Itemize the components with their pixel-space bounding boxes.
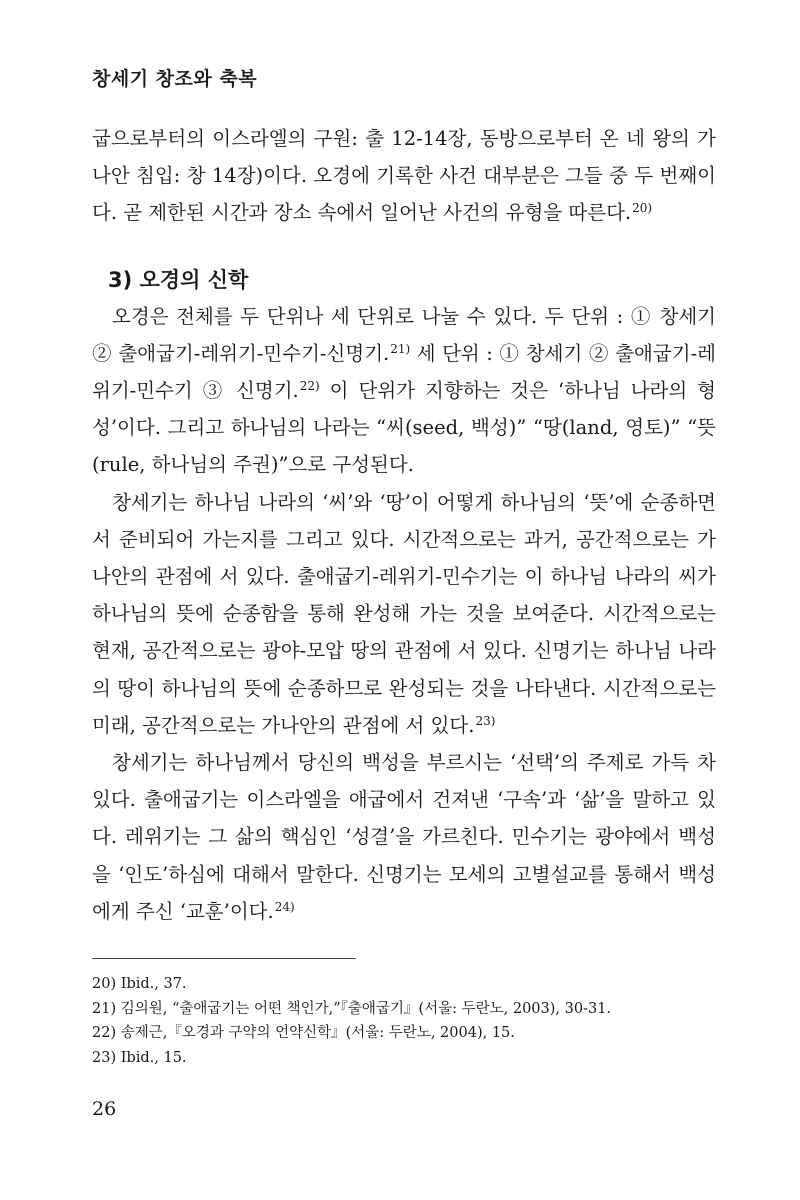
paragraph-text: 오경은 전체를 두 단위나 세 단위로 나눌 수 있다. 두 단위 : ① 창세기 ② 출애굽기-레위기-민수기-신명기. <box>92 304 716 365</box>
paragraph-themes <box>92 744 716 930</box>
footnote-ref: 22) <box>299 379 320 394</box>
footnote: 22) 송제근,『오경과 구약의 언약신학』(서울: 두란노, 2004), 15. <box>92 1025 515 1041</box>
paragraph-kingdom <box>92 484 716 744</box>
footnotes <box>92 972 716 1070</box>
paragraph-text: 세 단위 : ① 창세기 ② 출애굽기-레위기-민수기 ③ 신명기. <box>92 341 716 403</box>
footnote-divider <box>92 958 356 959</box>
paragraph-continued <box>92 120 716 232</box>
footnote-ref: 20) <box>632 201 653 216</box>
body-text <box>92 120 716 930</box>
footnote: 20) Ibid., 37. <box>92 976 187 992</box>
running-header: 창세기 창조와 축복 <box>92 68 258 90</box>
paragraph-pentateuch-units <box>92 298 716 484</box>
footnote-ref: 23) <box>475 713 496 728</box>
footnote: 23) Ibid., 15. <box>92 1049 187 1066</box>
footnote-ref: 21) <box>390 341 411 356</box>
footnote-ref: 24) <box>274 899 295 914</box>
page-number: 26 <box>92 1098 117 1120</box>
section-heading: 3) 오경의 신학 <box>108 267 249 292</box>
paragraph-text: 이 단위가 지향하는 것은 ‘하나님 나라의 형성’이다. 그리고 하나님의 나라는 “씨(seed, 백성)” “땅(land, 영토)” “뜻(rule, 하나님의 주권)”으로 구성된다. <box>92 379 716 477</box>
paragraph-text: 굽으로부터의 이스라엘의 구원: 출 12-14장, 동방으로부터 온 네 왕의 가나안 침입: 창 14장)이다. 오경에 기록한 사건 대부분은 그들 중 두 번째이다. 곧 제한된 시간과 장소 속에서 일어난 사건의 유형을 따른다. <box>92 127 716 225</box>
paragraph-text: 창세기는 하나님께서 당신의 백성을 부르시는 ‘선택’의 주제로 가득 차 있다. 출애굽기는 이스라엘을 애굽에서 건져낸 ‘구속’과 ‘삶’을 말하고 있다. 레위기는 그 삶의 핵심인 ‘성결’을 가르친다. 민수기는 광야에서 백성을 ‘인도’하심에 대해서 말한다. 신명기는 모세의 고별설교를 통해서 백성에게 주신 ‘교훈’이다. <box>92 751 716 923</box>
paragraph-text: 창세기는 하나님 나라의 ‘씨’와 ‘땅’이 어떻게 하나님의 ‘뜻’에 순종하면서 준비되어 가는지를 그리고 있다. 시간적으로는 과거, 공간적으로는 가나안의 관점에 서 있다. 출애굽기-레위기-민수기는 이 하나님 나라의 씨가 하나님의 뜻에 순종함을 통해 완성해 가는 것을 보여준다. 시간적으로는 현재, 공간적으로는 광야-모압 땅의 관점에 서 있다. 신명기는 하나님 나라의 땅이 하나님의 뜻에 순종하므로 완성되는 것을 나타낸다. 시간적으로는 미래, 공간적으로는 가나안의 관점에 서 있다. <box>92 490 716 737</box>
footnote: 21) 김의원, “출애굽기는 어떤 책인가,”『출애굽기』(서울: 두란노, 2003), 30-31. <box>92 1000 612 1017</box>
